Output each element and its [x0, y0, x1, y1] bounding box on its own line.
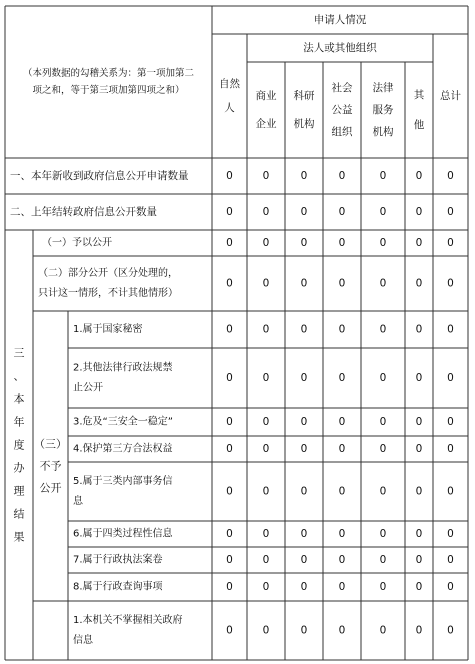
row-value: 0 — [262, 237, 270, 249]
row-label: 1.本机关不掌握相关政府 — [73, 615, 183, 626]
header-note: 项之和，等于第三项加第四项之和） — [32, 85, 185, 96]
row-value: 0 — [447, 323, 454, 336]
row-value: 0 — [300, 170, 308, 182]
row-value: 0 — [226, 237, 233, 249]
row-value: 0 — [300, 528, 308, 540]
row-value: 0 — [447, 237, 454, 249]
row-value: 0 — [262, 323, 270, 336]
group-not-public-label: 公开 — [39, 481, 62, 495]
row-value: 0 — [379, 323, 387, 336]
row-value: 0 — [379, 581, 387, 593]
row-value: 0 — [300, 485, 308, 498]
row-value: 0 — [379, 624, 387, 637]
row-value: 0 — [226, 277, 233, 290]
row-value: 0 — [226, 323, 233, 336]
row-label: （一）予以公开 — [42, 237, 112, 249]
row-value: 0 — [262, 624, 270, 637]
row-value: 0 — [262, 443, 270, 455]
row-value: 0 — [338, 485, 346, 498]
row-label: 7.属于行政执法案卷 — [73, 554, 163, 566]
row-value: 0 — [447, 443, 454, 455]
row-value: 0 — [447, 372, 454, 384]
row-value: 0 — [226, 372, 233, 384]
row-value: 0 — [379, 554, 387, 566]
row-label: 只计这一情形，不计其他情形） — [38, 288, 178, 299]
row-value: 0 — [300, 581, 308, 593]
group-not-public-label: （三） — [34, 437, 67, 451]
header-legal-service: 法律 — [372, 82, 394, 94]
row-value: 0 — [415, 170, 423, 182]
row-value: 0 — [447, 206, 454, 218]
row-value: 0 — [226, 581, 233, 593]
row-value: 0 — [262, 372, 270, 384]
row-value: 0 — [338, 624, 346, 637]
row-value: 0 — [338, 237, 346, 249]
row-value: 0 — [415, 443, 423, 455]
row-value: 0 — [379, 416, 387, 428]
row-value: 0 — [338, 443, 346, 455]
row-value: 0 — [300, 443, 308, 455]
row-value: 0 — [415, 206, 423, 218]
row-value: 0 — [338, 416, 346, 428]
row-label: 一、本年新收到政府信息公开申请数量 — [10, 170, 189, 182]
row-value: 0 — [226, 624, 233, 637]
row-label: 4.保护第三方合法权益 — [73, 443, 173, 455]
header-public-welfare: 组织 — [331, 126, 353, 138]
row-value: 0 — [379, 277, 387, 290]
row-value: 0 — [300, 277, 308, 290]
row-value: 0 — [338, 554, 346, 566]
row-value: 0 — [300, 323, 308, 336]
row-value: 0 — [300, 237, 308, 249]
row-value: 0 — [447, 581, 454, 593]
row-value: 0 — [415, 277, 423, 290]
header-note: （本列数据的勾稽关系为：第一项加第二 — [22, 68, 195, 79]
row-value: 0 — [300, 206, 308, 218]
row-value: 0 — [415, 554, 423, 566]
header-commercial: 企业 — [255, 118, 277, 130]
row-value: 0 — [262, 581, 270, 593]
row-value: 0 — [415, 624, 423, 637]
header-legal-service: 机构 — [372, 126, 394, 138]
row-value: 0 — [415, 323, 423, 336]
row-value: 0 — [300, 372, 308, 384]
header-research: 机构 — [293, 118, 315, 130]
row-value: 0 — [226, 170, 233, 182]
header-natural-person: 自然 — [219, 78, 240, 90]
row-value: 0 — [379, 372, 387, 384]
row-value: 0 — [447, 277, 454, 290]
row-value: 0 — [379, 237, 387, 249]
group-result-label: 本 — [13, 392, 25, 406]
row-value: 0 — [262, 206, 270, 218]
row-label: 5.属于三类内部事务信 — [73, 476, 173, 487]
row-label: 3.危及“三安全一稳定” — [73, 416, 173, 428]
group-not-public-label: 不予 — [39, 459, 62, 473]
row-value: 0 — [447, 528, 454, 540]
row-value: 0 — [262, 277, 270, 290]
row-value: 0 — [226, 528, 233, 540]
row-value: 0 — [226, 443, 233, 455]
row-label: 二、上年结转政府信息公开数量 — [10, 206, 157, 218]
row-label: 1.属于国家秘密 — [73, 324, 143, 335]
row-value: 0 — [415, 416, 423, 428]
group-result-label: 理 — [13, 484, 25, 498]
row-value: 0 — [338, 372, 346, 384]
row-value: 0 — [379, 528, 387, 540]
row-value: 0 — [338, 528, 346, 540]
row-label: 信息 — [73, 635, 93, 646]
row-value: 0 — [226, 416, 233, 428]
row-value: 0 — [447, 416, 454, 428]
row-value: 0 — [262, 554, 270, 566]
row-label: 止公开 — [73, 382, 103, 394]
row-value: 0 — [226, 554, 233, 566]
row-value: 0 — [415, 528, 423, 540]
header-applicant-situation: 申请人情况 — [313, 14, 367, 26]
row-label: 2.其他法律行政法规禁 — [73, 362, 173, 374]
header-public-welfare: 社会 — [331, 82, 353, 94]
row-label: 6.属于四类过程性信息 — [73, 528, 173, 540]
row-value: 0 — [300, 416, 308, 428]
header-total: 总计 — [440, 90, 461, 102]
group-result-label: 办 — [13, 461, 25, 475]
header-legal-service: 服务 — [372, 104, 394, 116]
row-value: 0 — [415, 485, 423, 498]
row-value: 0 — [262, 170, 270, 182]
header-public-welfare: 公益 — [331, 104, 353, 116]
row-value: 0 — [262, 416, 270, 428]
row-value: 0 — [262, 528, 270, 540]
row-value: 0 — [338, 323, 346, 336]
row-value: 0 — [338, 277, 346, 290]
row-value: 0 — [379, 170, 387, 182]
row-value: 0 — [226, 485, 233, 498]
group-result-label: 结 — [13, 507, 25, 521]
group-result-label: 年 — [13, 415, 25, 429]
row-value: 0 — [447, 170, 454, 182]
row-value: 0 — [300, 554, 308, 566]
row-value: 0 — [415, 237, 423, 249]
row-value: 0 — [447, 485, 454, 498]
row-value: 0 — [262, 485, 270, 498]
header-commercial: 商业 — [255, 90, 277, 102]
header-other: 其 — [413, 89, 425, 101]
header-research: 科研 — [293, 90, 315, 102]
group-result-label: 、 — [13, 369, 25, 383]
header-natural-person: 人 — [224, 102, 235, 114]
row-value: 0 — [379, 206, 387, 218]
row-value: 0 — [447, 624, 454, 637]
row-value: 0 — [338, 581, 346, 593]
row-label: 息 — [73, 496, 83, 507]
group-result-label: 三 — [13, 346, 25, 360]
row-value: 0 — [379, 485, 387, 498]
group-result-label: 果 — [13, 530, 25, 544]
row-value: 0 — [379, 443, 387, 455]
row-value: 0 — [338, 170, 346, 182]
row-value: 0 — [415, 581, 423, 593]
row-label: 8.属于行政查询事项 — [73, 581, 163, 593]
row-label: （二）部分公开（区分处理的， — [38, 268, 178, 279]
group-result-label: 度 — [13, 438, 25, 452]
header-legal-and-other: 法人或其他组织 — [303, 42, 377, 54]
row-value: 0 — [415, 372, 423, 384]
header-other: 他 — [413, 119, 425, 131]
row-value: 0 — [226, 206, 233, 218]
row-value: 0 — [447, 554, 454, 566]
row-value: 0 — [300, 624, 308, 637]
row-value: 0 — [338, 206, 346, 218]
